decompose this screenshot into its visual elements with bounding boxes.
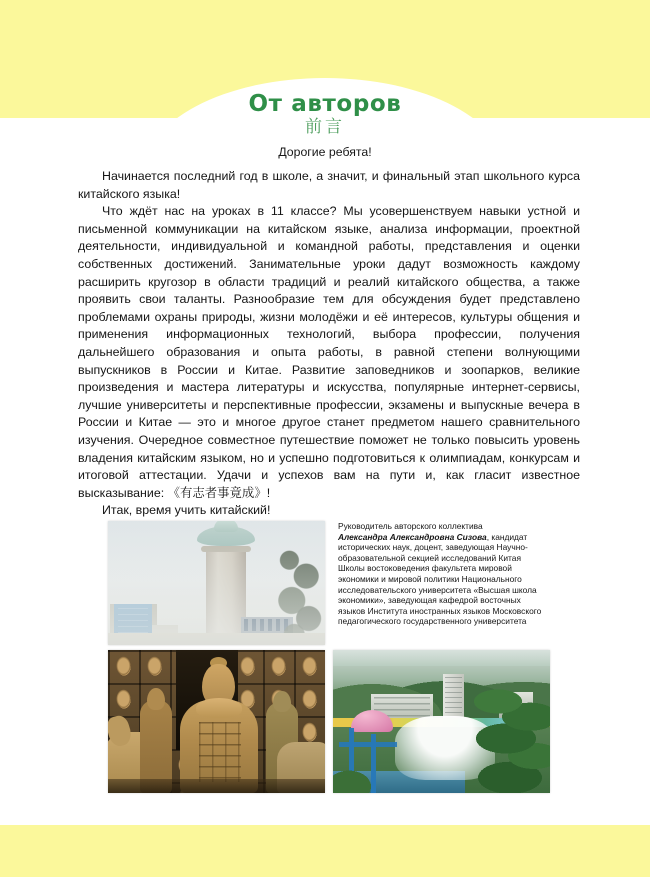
paragraph-1: Начинается последний год в школе, а значит, и финальный этап школьного курса китайского языка! [78, 169, 580, 201]
city-haze-overlay [108, 521, 325, 645]
photo-terracotta-army [108, 650, 325, 793]
terracotta-warrior-armor [199, 722, 241, 782]
resort-high-rise [443, 674, 464, 722]
paragraph-3: Итак, время учить китайский! [102, 503, 271, 518]
author-role: Руководитель авторского коллектива [338, 521, 483, 531]
body-text [78, 168, 580, 520]
page-title: От авторов [248, 91, 402, 117]
photo-tropical-resort [333, 650, 550, 793]
resort-palm-trees [474, 684, 550, 793]
terracotta-warrior-main [180, 664, 258, 793]
author-name: Александра Александровна Сизова [338, 531, 487, 542]
page-title-chinese: 前言 [305, 117, 345, 138]
resort-bush-left [333, 761, 373, 793]
page-header [0, 92, 650, 138]
greeting-line: Дорогие ребята! [278, 145, 372, 159]
author-caption [338, 521, 550, 627]
terracotta-floor [108, 779, 325, 793]
terracotta-warrior-collar [196, 698, 242, 718]
photo-city-skyline [108, 521, 325, 645]
paragraph-2: Что ждёт нас на уроках в 11 классе? Мы усовершенствуем навыки устной и письменной коммуникации на китайском языке, анализа информации, проектной деятельности, индивидуальной и командной работы, представления и оценки собственных достижений. Занимательные уроки дадут возможность каждому расширить кругозор в области традиций и реалий китайского общества, а также проявить свои таланты. Разнообразие тем для обсуждения будет представлено проблемами охраны природы, жизни молодёжи и её интересов, культуры общения и применения информационных технологий, выбора профессии, получения дальнейшего образования и опыта работы, в равной степени волнующими выпускников в России и Китае. Развитие заповедников и зоопарков, великие произведения и мастера литературы и искусства, популярные интернет-сервисы, лучшие университеты и перспективные профессии, экзамены и выпускные вечера в России и Китае — это и многое другое станет предметом нашего сравнительного изучения. Очередное совместное путешествие поможет не только повысить уровень владения китайским языком, но и успешно подготовиться к олимпиадам, конкурсам и итоговой аттестации. Удачи и успехов вам на пути и, как гласит известное высказывание: 《有志者事竟成》! [78, 204, 580, 500]
author-description: , кандидат исторических наук, доцент, заведующая Научно-образовательной секцией исследований Китая Школы востоковедения факультета мировой экономики и мировой политики Национального исследовательского университета «Высшая школа экономики», заведующая кафедрой восточных языков Института иностранных языков Московского педагогического государственного университета [338, 531, 542, 627]
